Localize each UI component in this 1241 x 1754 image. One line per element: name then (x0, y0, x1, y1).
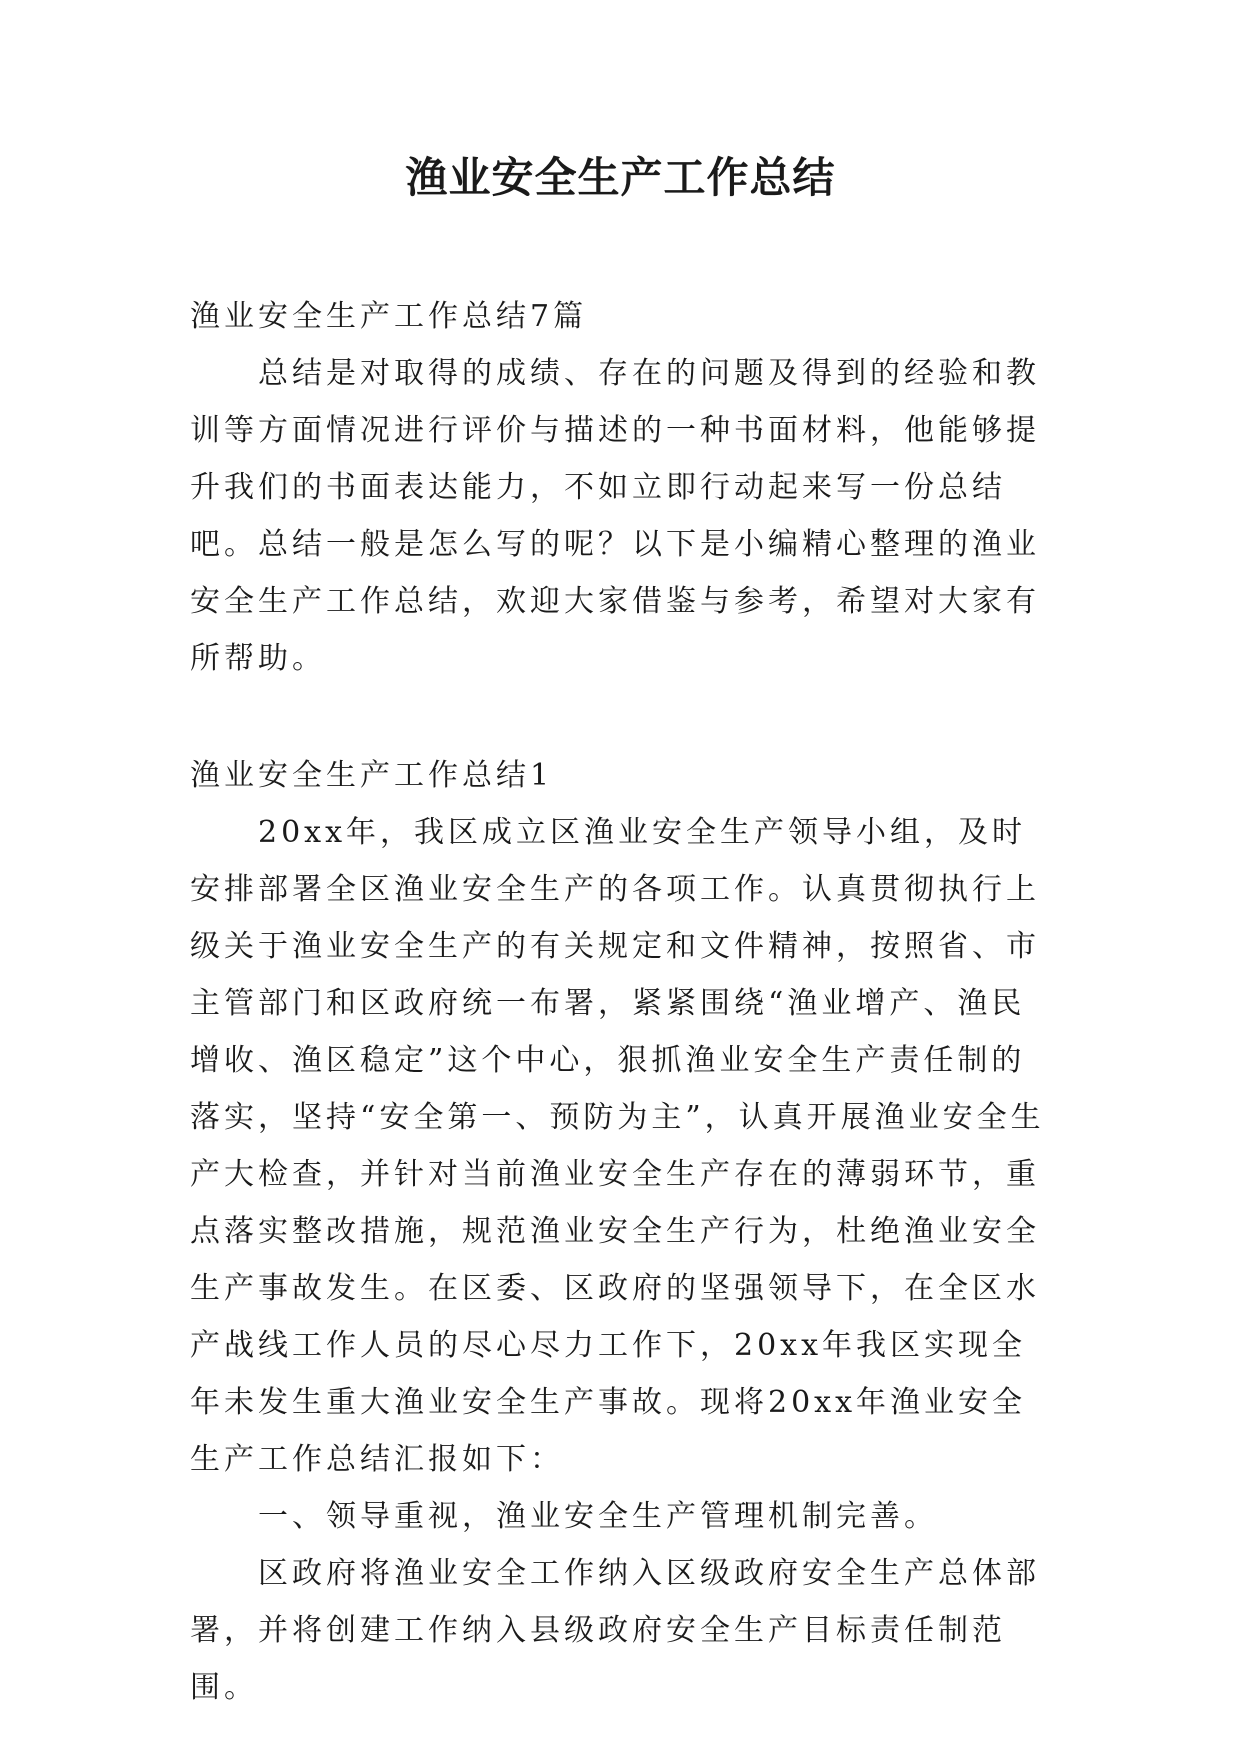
document-title: 渔业安全生产工作总结 (405, 153, 836, 202)
point-heading: 一、领导重视，渔业安全生产管理机制完善。 (258, 1499, 938, 1534)
paragraph-spacer (190, 687, 1050, 747)
section-heading: 渔业安全生产工作总结1 (190, 758, 554, 793)
point-paragraph: 区政府将渔业安全工作纳入区级政府安全生产总体部署，并将创建工作纳入县级政府安全生产目标责任制范围。 (190, 1556, 1040, 1705)
intro-paragraph: 总结是对取得的成绩、存在的问题及得到的经验和教训等方面情况进行评价与描述的一种书面材料，他能够提升我们的书面表达能力，不如立即行动起来写一份总结吧。总结一般是怎么写的呢？以下是小编精心整理的渔业安全生产工作总结，欢迎大家借鉴与参考，希望对大家有所帮助。 (190, 356, 1040, 676)
document-subtitle: 渔业安全生产工作总结7篇 (190, 299, 588, 334)
section-paragraph: 20xx年，我区成立区渔业安全生产领导小组，及时安排部署全区渔业安全生产的各项工作。认真贯彻执行上级关于渔业安全生产的有关规定和文件精神，按照省、市主管部门和区政府统一布署，紧紧围绕“渔业增产、渔民增收、渔区稳定”这个中心，狠抓渔业安全生产责任制的落实，坚持“安全第一、预防为主”，认真开展渔业安全生产大检查，并针对当前渔业安全生产存在的薄弱环节，重点落实整改措施，规范渔业安全生产行为，杜绝渔业安全生产事故发生。在区委、区政府的坚强领导下，在全区水产战线工作人员的尽心尽力工作下，20xx年我区实现全年未发生重大渔业安全生产事故。现将20xx年渔业安全生产工作总结汇报如下： (190, 815, 1045, 1477)
document-body (190, 288, 1050, 1716)
